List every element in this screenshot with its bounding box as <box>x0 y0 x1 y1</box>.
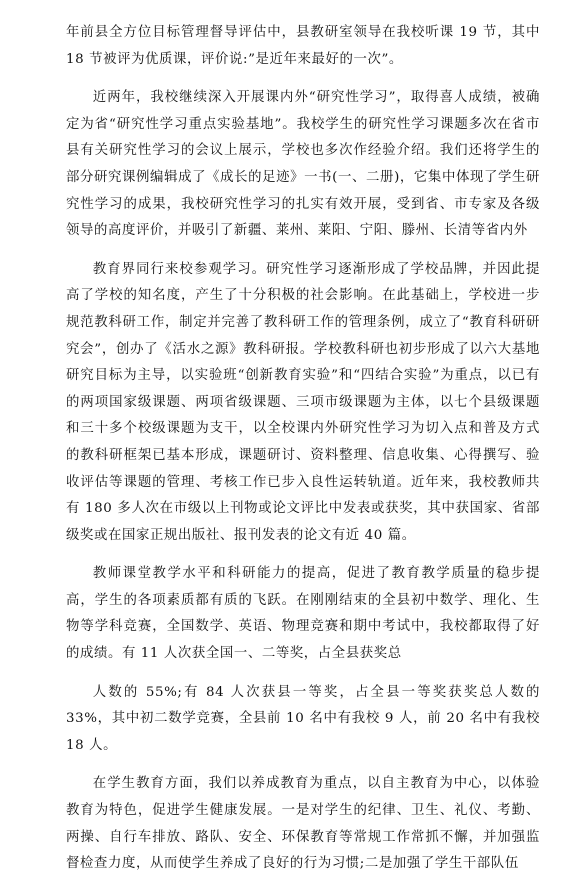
paragraph-2: 近两年，我校继续深入开展课内外“研究性学习”，取得喜人成绩，被确定为省“研究性学习重点实验基地”。我校学生的研究性学习课题多次在省市县有关研究性学习的会议上展示，学校也多次作经验介绍。我们还将学生的部分研究课例编辑成了《成长的足迹》一书(一、二册)，它集中体现了学生研究性学习的成果，我校研究性学习的扎实有效开展，受到省、市专家及各级领导的高度评价，并吸引了新疆、莱州、莱阳、宁阳、滕州、长清等省内外 <box>66 90 540 239</box>
paragraph-3: 教育界同行来校参观学习。研究性学习逐渐形成了学校品牌，并因此提高了学校的知名度，产生了十分积极的社会影响。在此基础上，学校进一步规范教科研工作，制定并完善了教科研工作的管理条例，成立了“教育科研研究会”，创办了《活水之源》教科研报。学校教科研也初步形成了以六大基地研究目标为主导，以实验班“创新教育实验”和“四结合实验”为重点，以已有的两项国家级课题、两项省级课题、三项市级课题为主体，以七个县级课题和三十多个校级课题为支干，以全校课内外研究性学习为切入点和普及方式的教科研框架已基本形成，课题研讨、资料整理、信息收集、心得撰写、验收评估等课题的管理、考核工作已步入良性运转轨道。近年来，我校教师共有 180 多人次在市级以上刊物或论文评比中发表或获奖，其中获国家、省部级奖或在国家正规出版社、报刊发表的论文有近 40 篇。 <box>66 261 540 543</box>
paragraph-1: 年前县全方位目标管理督导评估中，县教研室领导在我校听课 19 节，其中 18 节被评为优质课，评价说:”是近年来最好的一次”。 <box>66 25 540 67</box>
paragraph-4: 教师课堂教学水平和科研能力的提高，促进了教育教学质量的稳步提高，学生的各项素质都有质的飞跃。在刚刚结束的全县初中数学、理化、生物等学科竞赛，全国数学、英语、物理竞赛和期中考试中，我校都取得了好的成绩。有 11 人次获全国一、二等奖，占全县获奖总 <box>66 566 540 662</box>
paragraph-5: 人数的 55%;有 84 人次获县一等奖，占全县一等奖获奖总人数的 33%，其中初二数学竞赛，全县前 10 名中有我校 9 人，前 20 名中有我校 18 人。 <box>66 684 540 753</box>
paragraph-6: 在学生教育方面，我们以养成教育为重点，以自主教育为中心，以体验教育为特色，促进学生健康发展。一是对学生的纪律、卫生、礼仪、考勤、两操、自行车排放、路队、安全、环保教育等常规工作常抓不懈，并加强监督检查力度，从而使学生养成了良好的行为习惯;二是加强了学生干部队伍 <box>66 776 540 872</box>
